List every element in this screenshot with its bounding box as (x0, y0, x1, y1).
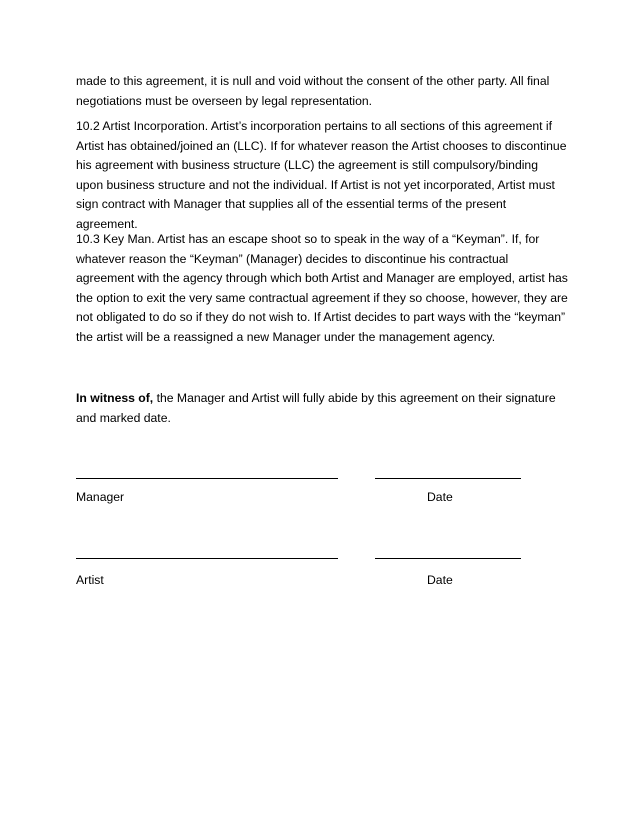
artist-label: Artist (76, 573, 104, 587)
artist-signature-line (76, 558, 338, 559)
witness-statement (76, 389, 568, 428)
manager-signature-line (76, 478, 338, 479)
section-10-2-artist-incorporation: 10.2 Artist Incorporation. Artist’s incorporation pertains to all sections of this agreement if Artist has obtained/joined an (LLC). If for whatever reason the Artist chooses to discontinue his agreement with business structure (LLC) the agreement is still compulsory/binding upon business structure and not the individual. If Artist is not yet incorporated, Artist must sign contract with Manager that supplies all of the essential terms of the present agreement. (76, 119, 567, 231)
manager-date-label: Date (427, 490, 453, 504)
section-10-3-key-man: 10.3 Key Man. Artist has an escape shoot so to speak in the way of a “Keyman”. If, for whatever reason the “Keyman” (Manager) decides to discontinue his contractual agreement with the agency through which both Artist and Manager are employed, artist has the option to exit the very same contractual agreement if they so choose, however, they are not obligated to do so if they do not wish to. If Artist decides to part ways with the “keyman” the artist will be a reassigned a new Manager under the management agency. (76, 232, 568, 344)
artist-date-label: Date (427, 573, 453, 587)
witness-bold-lead: In witness of, (76, 391, 154, 405)
manager-label: Manager (76, 490, 125, 504)
paragraph-continuation: made to this agreement, it is null and void without the consent of the other party. All final negotiations must be overseen by legal representation. (76, 74, 550, 108)
witness-text: the Manager and Artist will fully abide by this agreement on their signature and marked date. (76, 391, 556, 425)
artist-date-line (375, 558, 521, 559)
manager-date-line (375, 478, 521, 479)
